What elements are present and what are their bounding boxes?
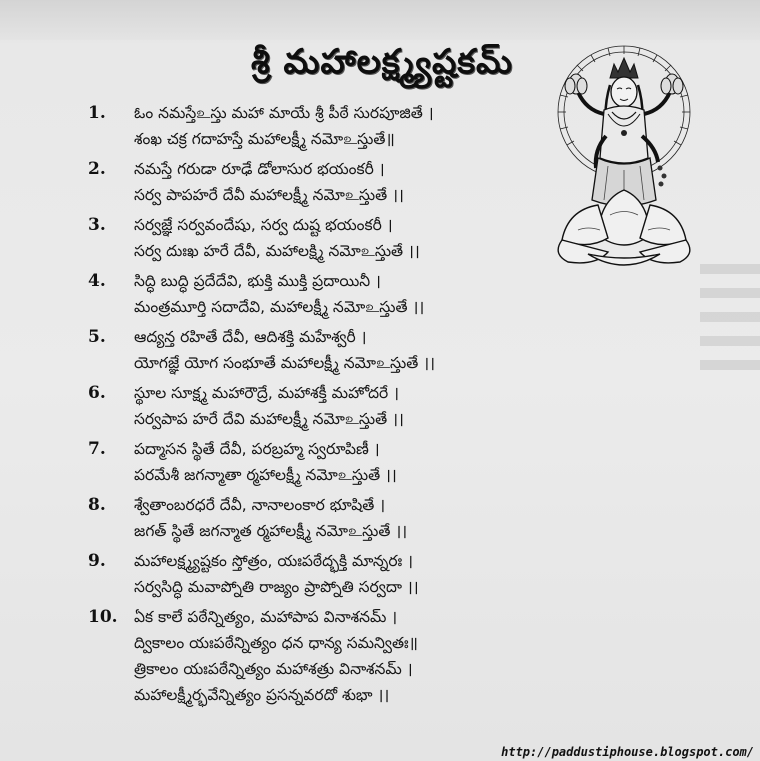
goddess-lakshmi-illustration xyxy=(548,40,698,275)
verse-line: త్రికాలం యఃపఠేన్నిత్యం మహాశత్రు వినాశనమ్ । xyxy=(134,660,413,678)
verse-number: 7. xyxy=(88,439,106,459)
verse-lines xyxy=(134,156,568,208)
verse-number: 8. xyxy=(88,495,106,515)
verse-line: స్థూల సూక్ష్మ మహారౌద్రే, మహాశక్తీ మహోదరే । xyxy=(134,384,400,402)
verse-line: శ్వేతాంబరధరే దేవీ, నానాలంకార భూషితే । xyxy=(134,496,386,514)
verse-number: 6. xyxy=(88,383,106,403)
verse-line: యోగజ్ఞే యోగ సంభూతే మహాలక్ష్మీ నమోஉస్తుతే ।। xyxy=(134,354,436,372)
verse-number: 2. xyxy=(88,159,106,179)
verse-line: ద్వికాలం యఃపఠేన్నిత్యం ధన ధాన్య సమన్వితః॥ xyxy=(134,634,418,652)
verse-line: ఆద్యన్త రహితే దేవీ, ఆదిశక్తి మహేశ్వరీ । xyxy=(134,328,367,346)
verse-number: 4. xyxy=(88,271,106,291)
verse-lines xyxy=(134,212,568,264)
verse-7 xyxy=(88,436,568,488)
verse-6 xyxy=(88,380,568,432)
verse-number: 10. xyxy=(88,607,118,627)
stotram-verses xyxy=(88,100,568,712)
verse-lines xyxy=(134,492,568,544)
verse-line: ఏక కాలే పఠేన్నిత్యం, మహాపాప వినాశనమ్ । xyxy=(134,608,398,626)
verse-line: సర్వసిద్ధి మవాప్నోతి రాజ్యం ప్రాప్నోతి సర్వదా ।। xyxy=(134,578,419,596)
page-title: శ్రీ మహాలక్ష్మ్యష్టకమ్ xyxy=(250,42,514,82)
verse-1 xyxy=(88,100,568,152)
verse-4 xyxy=(88,268,568,320)
verse-line: శంఖ చక్ర గదాహస్తే మహాలక్ష్మీ నమోஉస్తుతే॥ xyxy=(134,130,395,148)
verse-line: సిద్ధి బుద్ధి ప్రదేదేవి, భుక్తి ముక్తి ప్రదాయినీ । xyxy=(134,272,381,290)
verse-line: జగత్ స్థితే జగన్మాత ర్మహాలక్ష్మీ నమోஉస్తుతే ।। xyxy=(134,522,408,540)
verse-5 xyxy=(88,324,568,376)
verse-line: నమస్తే గరుడా రూఢే డోలాసుర భయంకరీ । xyxy=(134,160,385,178)
verse-number: 5. xyxy=(88,327,106,347)
verse-lines xyxy=(134,324,568,376)
verse-line: పరమేశీ జగన్మాతా ర్మహాలక్ష్మీ నమోஉస్తుతే ।। xyxy=(134,466,397,484)
verse-number: 3. xyxy=(88,215,106,235)
page-bleed-right xyxy=(700,250,760,410)
verse-3 xyxy=(88,212,568,264)
verse-line: సర్వ దుఃఖ హరే దేవీ, మహాలక్ష్మి నమోஉస్తుతే ।। xyxy=(134,242,420,260)
verse-lines xyxy=(134,380,568,432)
verse-line: ఓం నమస్తేஉస్తు మహా మాయే శ్రీ పీఠే సురపూజితే । xyxy=(134,104,434,122)
verse-lines xyxy=(134,436,568,488)
verse-lines xyxy=(134,604,568,708)
blog-url: http://paddustiphouse.blogspot.com/ xyxy=(501,745,754,759)
verse-lines xyxy=(134,268,568,320)
verse-line: మంత్రమూర్తి సదాదేవి, మహాలక్ష్మీ నమోஉస్తుతే ।। xyxy=(134,298,425,316)
verse-line: పద్మాసన స్థితే దేవీ, పరబ్రహ్మ స్వరూపిణీ । xyxy=(134,440,380,458)
page-bleed-top xyxy=(0,0,760,40)
verse-line: మహాలక్ష్మీర్భవేన్నిత్యం ప్రసన్నవరదో శుభా ।। xyxy=(134,686,390,704)
verse-lines xyxy=(134,100,568,152)
verse-8 xyxy=(88,492,568,544)
verse-number: 1. xyxy=(88,103,106,123)
verse-line: సర్వపాప హరే దేవి మహాలక్ష్మీ నమోஉస్తుతే ।। xyxy=(134,410,404,428)
verse-2 xyxy=(88,156,568,208)
verse-line: సర్వజ్ఞే సర్వవందేషు, సర్వ దుష్ట భయంకరీ । xyxy=(134,216,393,234)
verse-line: సర్వ పాపహరే దేవీ మహాలక్ష్మీ నమోஉస్తుతే ।। xyxy=(134,186,404,204)
verse-lines xyxy=(134,548,568,600)
verse-line: మహాలక్ష్మ్యష్టకం స్తోత్రం, యఃపఠేద్భక్తి మాన్నరః । xyxy=(134,552,413,570)
verse-10 xyxy=(88,604,568,708)
verse-9 xyxy=(88,548,568,600)
verse-number: 9. xyxy=(88,551,106,571)
